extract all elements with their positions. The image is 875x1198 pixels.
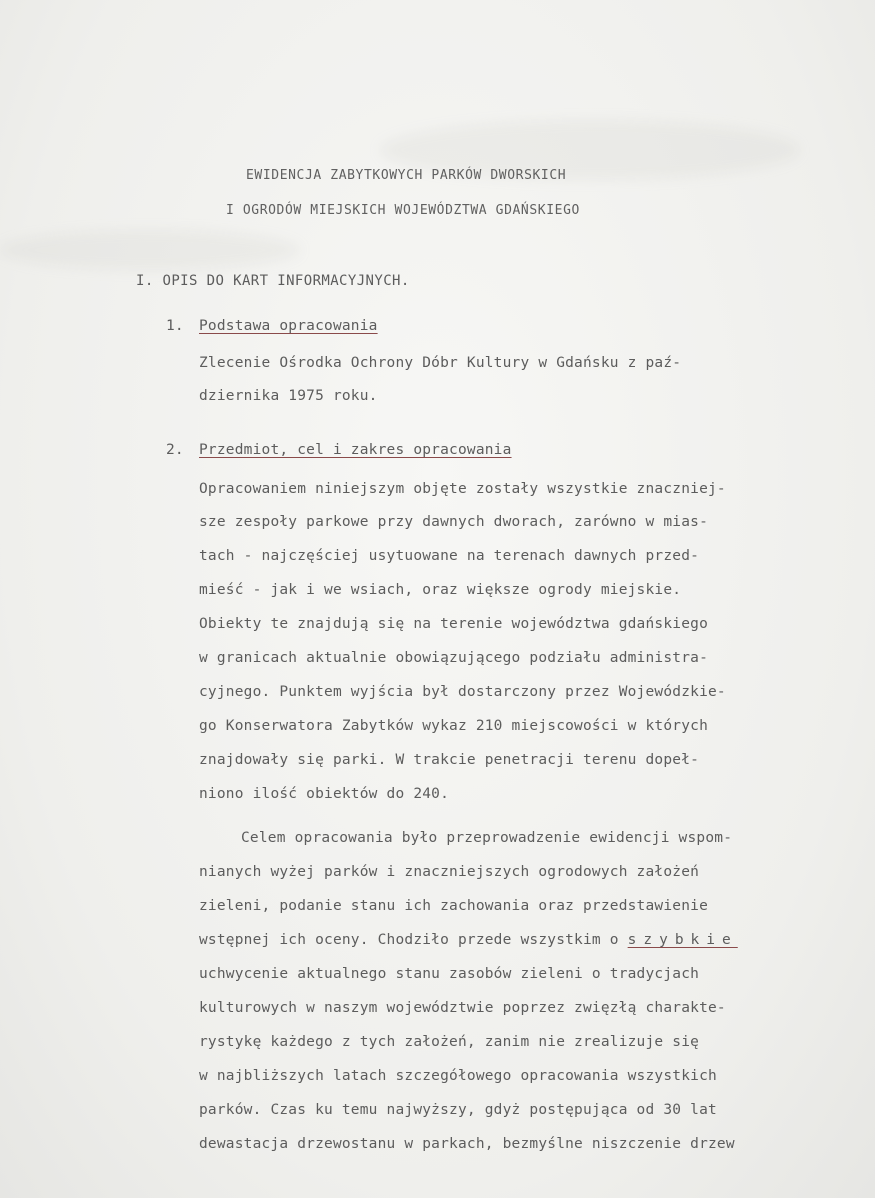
paragraph-line: zieleni, podanie stanu ich zachowania oraz przedstawienie: [199, 898, 708, 914]
paragraph-line: Obiekty te znajdują się na terenie województwa gdańskiego: [199, 616, 708, 632]
item-2-number: 2.: [166, 442, 184, 458]
paragraph-line: kulturowych w naszym województwie poprzez zwięzłą charakte-: [199, 1000, 726, 1016]
paragraph-text: wstępnej ich oceny. Chodziło przede wszystkim o: [199, 932, 628, 948]
item-1-line: dziernika 1975 roku.: [199, 388, 378, 404]
item-1-heading: Podstawa opracowania: [199, 318, 378, 334]
paragraph-line: znajdowały się parki. W trakcie penetracji terenu dopeł-: [199, 752, 700, 768]
scan-smudge: [0, 230, 300, 270]
paragraph-line: tach - najczęściej usytuowane na terenach dawnych przed-: [199, 548, 700, 564]
emphasized-word: szybkie: [627, 932, 738, 948]
paragraph-line: Opracowaniem niniejszym objęte zostały wszystkie znaczniej-: [199, 481, 726, 497]
item-1-number: 1.: [166, 318, 184, 334]
paragraph-line: w najbliższych latach szczegółowego opracowania wszystkich: [199, 1068, 717, 1084]
paragraph-line: Celem opracowania było przeprowadzenie ewidencji wspom-: [241, 830, 733, 846]
paragraph-line: [199, 932, 738, 948]
item-2-heading: Przedmiot, cel i zakres opracowania: [199, 442, 512, 458]
paragraph-line: parków. Czas ku temu najwyższy, gdyż postępująca od 30 lat: [199, 1102, 717, 1118]
paragraph-line: w granicach aktualnie obowiązującego podziału administra-: [199, 650, 708, 666]
title-line-1: EWIDENCJA ZABYTKOWYCH PARKÓW DWORSKICH: [246, 168, 567, 183]
item-1-line: Zlecenie Ośrodka Ochrony Dóbr Kultury w Gdańsku z paź-: [199, 355, 682, 371]
paragraph-line: go Konserwatora Zabytków wykaz 210 miejscowości w których: [199, 718, 708, 734]
paragraph-line: rystykę każdego z tych założeń, zanim nie zrealizuje się: [199, 1034, 700, 1050]
paragraph-line: uchwycenie aktualnego stanu zasobów zieleni o tradycjach: [199, 966, 700, 982]
paragraph-line: nianych wyżej parków i znaczniejszych ogrodowych założeń: [199, 864, 700, 880]
paragraph-line: mieść - jak i we wsiach, oraz większe ogrody miejskie.: [199, 582, 682, 598]
paragraph-line: cyjnego. Punktem wyjścia był dostarczony przez Wojewódzkie-: [199, 684, 726, 700]
title-line-2: I OGRODÓW MIEJSKICH WOJEWÓDZTWA GDAŃSKIEGO: [226, 203, 580, 218]
paragraph-line: niono ilość obiektów do 240.: [199, 786, 450, 802]
paragraph-line: sze zespoły parkowe przy dawnych dworach, zarówno w mias-: [199, 514, 708, 530]
section-heading: I. OPIS DO KART INFORMACYJNYCH.: [136, 273, 410, 289]
paragraph-line: dewastacja drzewostanu w parkach, bezmyślne niszczenie drzew: [199, 1136, 735, 1152]
